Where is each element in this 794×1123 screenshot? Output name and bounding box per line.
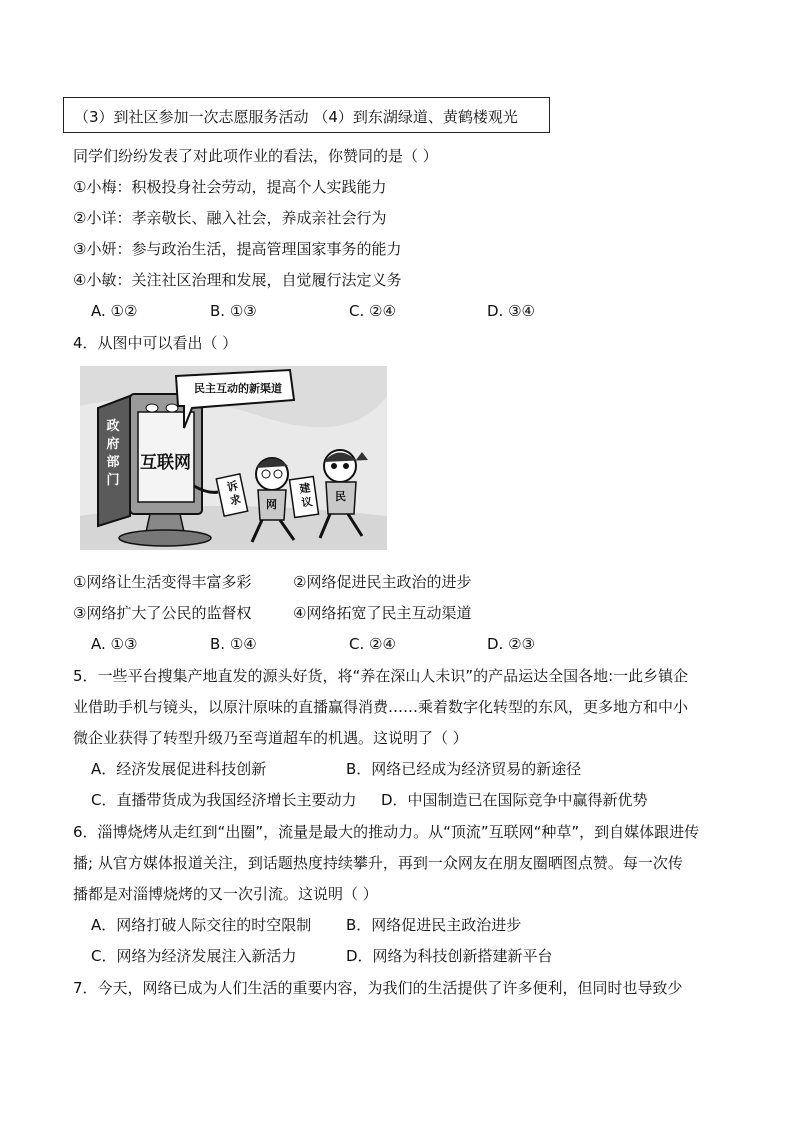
q5-option-a[interactable]: A．经济发展促进科技创新	[91, 760, 267, 778]
q3-option-a[interactable]: A. ①②	[91, 302, 138, 320]
q5-option-b[interactable]: B．网络已经成为经济贸易的新途径	[346, 760, 582, 778]
q4-item-2: ②网络促进民主政治的进步	[293, 573, 472, 591]
cartoon-paper-1-char-1: 诉	[225, 479, 240, 495]
activity-box	[63, 97, 550, 133]
cartoon-bubble-text: 民主互动的新渠道	[194, 382, 282, 395]
q3-item-2: ②小详：孝亲敬长、融入社会，养成亲社会行为	[73, 209, 387, 227]
q3-stem: 同学们纷纷发表了对此项作业的看法，你赞同的是（ ）	[73, 147, 438, 165]
q5-line-3: 微企业获得了转型升级乃至弯道超车的机遇。这说明了（ ）	[73, 729, 468, 747]
q3-option-b[interactable]: B. ①③	[210, 302, 257, 320]
q4-option-c[interactable]: C. ②④	[349, 635, 396, 653]
q4-items-row-2	[73, 603, 472, 623]
q3-item-1: ①小梅：积极投身社会劳动，提高个人实践能力	[73, 178, 387, 196]
q4-item-1: ①网络让生活变得丰富多彩	[73, 573, 252, 591]
activity-box-text: （3）到社区参加一次志愿服务活动 （4）到东湖绿道、黄鹤楼观光	[74, 108, 518, 126]
cartoon-sign-char-2: 府	[106, 437, 120, 452]
q4-option-d[interactable]: D. ②③	[487, 635, 535, 653]
q6-line-1: 6．淄博烧烤从走红到“出圈”，流量是最大的推动力。从“顶流”互联网“种草”，到自媒体跟进传	[73, 823, 700, 841]
q5-line-1: 5．一些平台搜集产地直发的源头好货，将“养在深山人未识”的产品运达全国各地:一此乡镇企	[73, 667, 689, 685]
q3-option-d[interactable]: D. ③④	[487, 302, 535, 320]
q5-option-d[interactable]: D．中国制造已在国际竞争中赢得新优势	[381, 791, 648, 809]
q4-item-4: ④网络拓宽了民主互动渠道	[293, 604, 472, 622]
q7-line-1: 7．今天，网络已成为人们生活的重要内容，为我们的生活提供了许多便利，但同时也导致少	[73, 979, 683, 997]
cartoon-shirt-2: 民	[335, 490, 346, 503]
cartoon-illustration	[80, 366, 387, 550]
cartoon-paper-1-char-2: 求	[228, 492, 243, 508]
q6-option-c[interactable]: C．网络为经济发展注入新活力	[91, 947, 297, 965]
q6-option-b[interactable]: B．网络促进民主政治进步	[346, 916, 522, 934]
q6-option-a[interactable]: A．网络打破人际交往的时空限制	[91, 916, 312, 934]
q6-line-2: 播; 从官方媒体报道关注，到话题热度持续攀升，再到一众网友在朋友圈晒图点赞。每一次传	[73, 854, 683, 872]
cartoon-sign	[102, 418, 124, 490]
cartoon-shirt-1: 网	[266, 498, 277, 511]
cartoon-sign-char-4: 门	[106, 473, 120, 488]
q4-option-a[interactable]: A. ①③	[91, 635, 138, 653]
q4-item-3: ③网络扩大了公民的监督权	[73, 604, 252, 622]
q3-item-3: ③小妍：参与政治生活，提高管理国家事务的能力	[73, 240, 402, 258]
cartoon-sign-char-3: 部	[106, 455, 120, 470]
cartoon-paper-2	[294, 481, 318, 512]
q5-option-c[interactable]: C．直播带货成为我国经济增长主要动力	[91, 791, 357, 809]
q6-option-d[interactable]: D．网络为科技创新搭建新平台	[346, 947, 553, 965]
cartoon-sign-char-1: 政	[106, 419, 120, 434]
q5-line-2: 业借助手机与镜头，以原汁原味的直播赢得消费……乘着数字化转型的东风，更多地方和中小	[73, 698, 689, 716]
q6-line-3: 播都是对淄博烧烤的又一次引流。这说明（ ）	[73, 885, 378, 903]
q3-item-4: ④小敏：关注社区治理和发展，自觉履行法定义务	[73, 271, 402, 289]
cartoon-screen-text: 互联网	[140, 453, 191, 473]
cartoon-paper-2-char-2: 议	[300, 495, 314, 510]
q4-items-row-1	[73, 572, 472, 592]
q4-stem: 4．从图中可以看出（ ）	[73, 334, 238, 352]
q3-option-c[interactable]: C. ②④	[349, 302, 396, 320]
cartoon-paper-2-char-1: 建	[298, 481, 312, 496]
q4-option-b[interactable]: B. ①④	[210, 635, 257, 653]
